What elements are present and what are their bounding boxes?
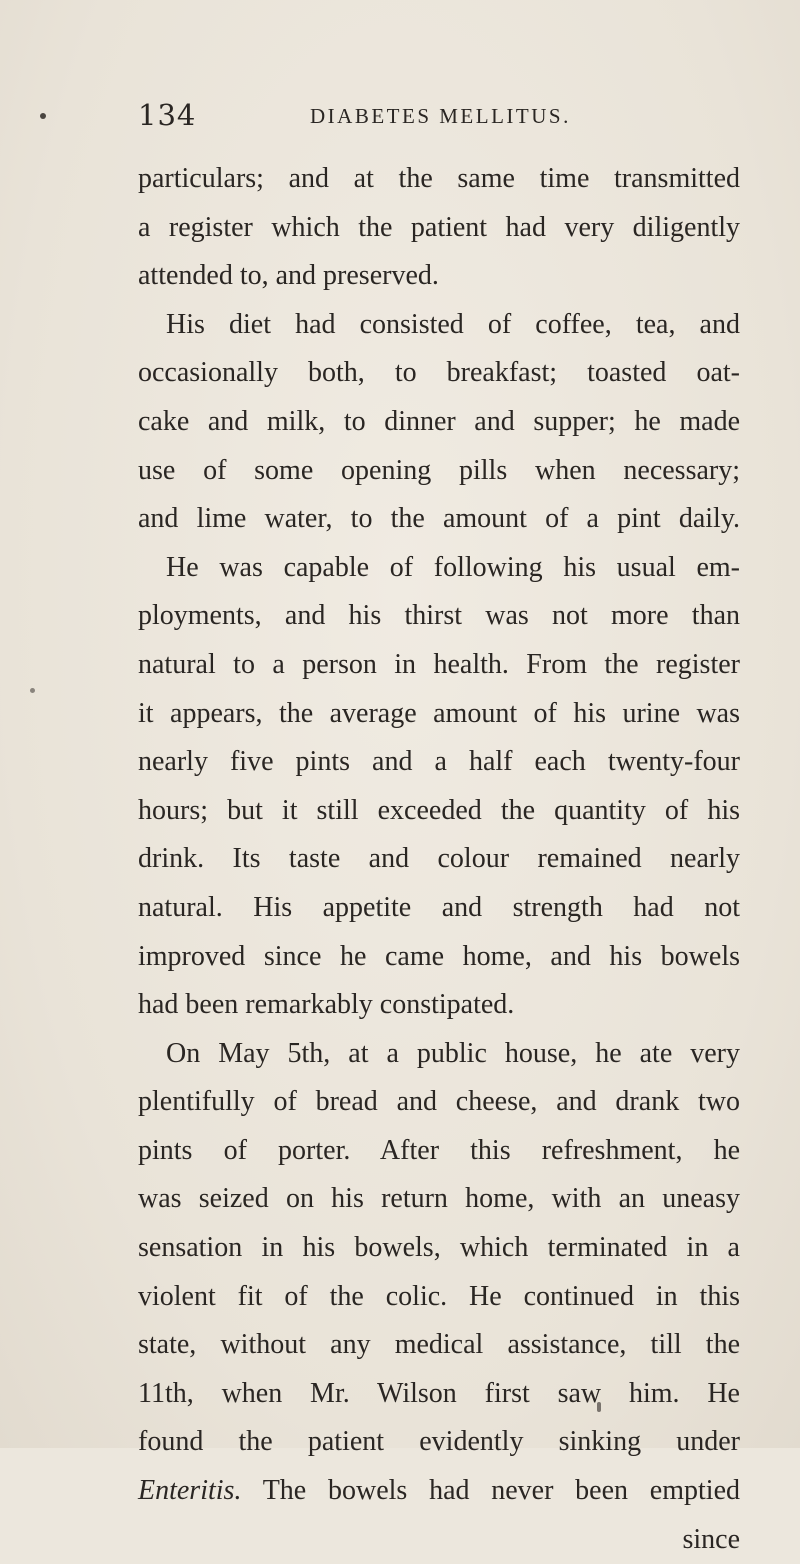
text-line: was seized on his return home, with an uneasy	[138, 1183, 740, 1215]
text-line: violent fit of the colic. He continued in this	[138, 1280, 740, 1312]
ink-spot	[40, 113, 46, 119]
text-line: plentifully of bread and cheese, and drank two	[138, 1086, 740, 1118]
text-line: hours; but it still exceeded the quantity of his	[138, 794, 740, 826]
text-line: sensation in his bowels, which terminated in a	[138, 1232, 740, 1264]
page-number: 134	[138, 98, 197, 132]
text-line: it appears, the average amount of his urine was	[138, 697, 740, 729]
text-line: had been remarkably constipated.	[138, 989, 515, 1021]
text-line: natural. His appetite and strength had not	[138, 891, 740, 923]
italic-term: Enteritis.	[138, 1475, 242, 1507]
text-line: drink. Its taste and colour remained nearly	[138, 843, 740, 875]
text-line: nearly five pints and a half each twenty-four	[138, 746, 740, 778]
body-text	[138, 155, 740, 1564]
text-line: state, without any medical assistance, till the	[138, 1329, 740, 1361]
text-line: His diet had consisted of coffee, tea, and	[166, 308, 740, 340]
text-line-rest: The bowels had never been emptied	[262, 1475, 740, 1507]
text-line: pints of porter. After this refreshment, he	[138, 1134, 740, 1166]
text-line: and lime water, to the amount of a pint daily.	[138, 503, 740, 535]
text-line: On May 5th, at a public house, he ate very	[166, 1037, 740, 1069]
text-line: He was capable of following his usual em-	[166, 551, 740, 583]
text-line: a register which the patient had very diligently	[138, 211, 740, 243]
catchword: since	[682, 1523, 740, 1555]
text-line: cake and milk, to dinner and supper; he made	[138, 405, 740, 437]
text-line: ployments, and his thirst was not more than	[138, 600, 740, 632]
text-line: use of some opening pills when necessary;	[138, 454, 740, 486]
text-line: natural to a person in health. From the register	[138, 648, 740, 680]
text-line: found the patient evidently sinking under	[138, 1426, 740, 1458]
ink-spot	[30, 688, 35, 693]
text-line: attended to, and preserved.	[138, 260, 439, 292]
running-title: DIABETES MELLITUS.	[310, 104, 571, 128]
text-line: 11th, when Mr. Wilson first saw him. He	[138, 1377, 740, 1409]
text-line: improved since he came home, and his bowels	[138, 940, 740, 972]
text-line: particulars; and at the same time transmitted	[138, 163, 740, 194]
text-line: occasionally both, to breakfast; toasted oat-	[138, 357, 740, 389]
text-line	[138, 1467, 740, 1516]
page-header	[138, 98, 738, 138]
